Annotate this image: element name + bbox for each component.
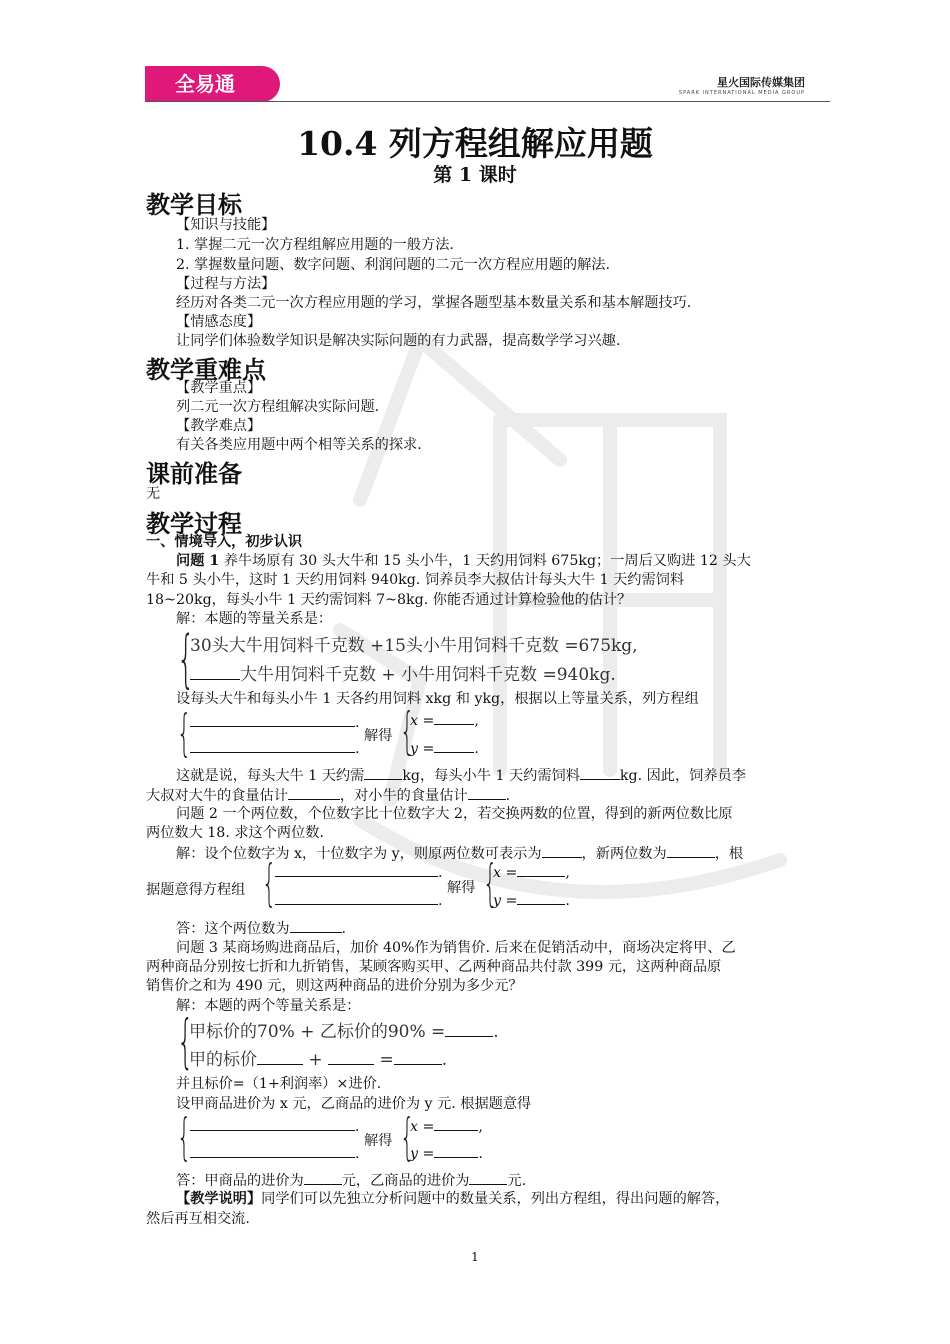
problem-1-label: 问题 1 [176, 553, 220, 569]
step-1-title: 一、情境导入，初步认识 [146, 534, 303, 550]
answer-blank[interactable] [517, 890, 565, 905]
answer-blank[interactable] [517, 862, 565, 877]
problem-3-line-1: 问题 3 某商场购进商品后，加价 40%作为销售价. 后来在促销活动中，商场决定将甲、乙 [176, 940, 736, 956]
problem-1-setup: 设每头大牛和每头小牛 1 天各约用饲料 xkg 和 ykg，根据以上等量关系，列方程组 [176, 691, 699, 707]
label-key: 【教学重点】 [176, 380, 262, 396]
problem-3-relation-note: 并且标价=（1+利润率）×进价. [176, 1076, 382, 1092]
answer-blank[interactable] [667, 843, 715, 858]
answer-blank[interactable] [257, 1050, 303, 1065]
problem-2-answer: 答：这个两位数为 . [176, 918, 346, 939]
problem-2-system-intro: 据题意得方程组 [146, 882, 246, 898]
system-3-eq-1: . [190, 1116, 360, 1137]
equation-brace: { [177, 1007, 194, 1075]
problem-1-line-1: 问题 1 养牛场原有 30 头大牛和 15 头小牛，1 天约用饲料 675kg；一周后又购进 12 头大 [176, 553, 751, 569]
answer-blank[interactable] [445, 1022, 493, 1037]
system-1-eq-2: . [190, 738, 360, 759]
problem-1-line-2: 牛和 5 头小牛，这时 1 天约用饲料 940kg. 饲养员李大叔估计每头大牛 1 天约需饲料 [146, 572, 685, 588]
problem-3-solution-intro: 解：本题的两个等量关系是： [176, 998, 361, 1014]
answer-blank[interactable] [288, 785, 340, 800]
problem-1-conclusion-2: 大叔对大牛的食量估计 ，对小牛的食量估计 . [146, 785, 510, 806]
difficulty-text: 有关各类应用题中两个相等关系的探求. [176, 437, 422, 453]
teaching-note-label: 【教学说明】 [176, 1191, 262, 1207]
goal-item-2: 2. 掌握数量问题、数字问题、利润问题的二元一次方程应用题的解法. [176, 257, 610, 273]
label-difficulty: 【教学难点】 [176, 418, 262, 434]
answer-blank[interactable] [364, 765, 402, 780]
answer-blank[interactable] [469, 1170, 507, 1185]
problem-1-relation-2: 大牛用饲料千克数 + 小牛用饲料千克数 =940kg. [190, 660, 616, 685]
problem-1-relation-1: 30头大牛用饲料千克数 +15头小牛用饲料千克数 =675kg, [190, 636, 638, 656]
equation-brace: { [400, 702, 415, 760]
problem-3-line-2: 两种商品分别按七折和九折销售，某顾客购买甲、乙两种商品共付款 399 元，这两种商品原 [146, 959, 722, 975]
problem-3-relation-2: 甲的标价 + = . [189, 1050, 448, 1070]
answer-blank[interactable] [275, 862, 438, 877]
answer-blank[interactable] [434, 1143, 478, 1158]
answer-blank[interactable] [580, 765, 620, 780]
answer-blank[interactable] [434, 738, 474, 753]
page-title: 10.4 列方程组解应用题 [297, 124, 653, 163]
problem-2-line-2: 两位数大 18. 求这个两位数. [146, 825, 324, 841]
system-3-eq-2: . [190, 1143, 360, 1164]
solve-label: 解得 [364, 1133, 393, 1149]
header-divider [145, 101, 830, 102]
heading-goals: 教学目标 [146, 191, 242, 219]
problem-3-answer: 答：甲商品的进价为 元，乙商品的进价为 元. [176, 1170, 526, 1191]
system-2-eq-2: . [275, 890, 443, 911]
answer-blank[interactable] [434, 710, 474, 725]
answer-blank[interactable] [434, 1116, 478, 1131]
page-number: 1 [471, 1250, 479, 1264]
solve-label: 解得 [447, 880, 476, 896]
method-text: 经历对各类二元一次方程应用题的学习，掌握各题型基本数量关系和基本解题技巧. [176, 295, 692, 311]
publisher-name: 星火国际传媒集团 [717, 76, 805, 89]
problem-3-line-3: 销售价之和为 490 元，则这两种商品的进价分别为多少元？ [146, 978, 523, 994]
problem-2-line-1: 问题 2 一个两位数，个位数字比十位数字大 2，若交换两数的位置，得到的新两位数比原 [176, 806, 733, 822]
page-subtitle: 第 1 课时 [433, 164, 517, 186]
solution-y: y = . [410, 738, 479, 759]
answer-blank[interactable] [304, 1170, 342, 1185]
system-2-eq-1: . [275, 862, 443, 883]
solution-x: x = , [410, 1116, 483, 1137]
equation-brace: { [177, 1108, 192, 1166]
prep-text: 无 [146, 486, 161, 502]
heading-process: 教学过程 [146, 510, 242, 538]
answer-blank[interactable] [190, 665, 240, 680]
solution-y: y = . [410, 1143, 483, 1164]
problem-1-solution-intro: 解：本题的等量关系是： [176, 611, 333, 627]
problem-2-solution: 解：设个位数字为 x，十位数字为 y，则原两位数可表示为 ，新两位数为 ，根 [176, 843, 743, 864]
publisher-logo [679, 74, 805, 96]
label-attitude: 【情感态度】 [176, 314, 262, 330]
problem-1-conclusion-1: 这就是说，每头大牛 1 天约需 kg，每头小牛 1 天约需饲料 kg. 因此，饲养员李 [176, 765, 746, 786]
answer-blank[interactable] [190, 1143, 355, 1158]
key-text: 列二元一次方程组解决实际问题. [176, 399, 380, 415]
equation-brace: { [483, 854, 498, 912]
solution-y: y = . [493, 890, 570, 911]
solution-x: x = , [410, 710, 479, 731]
equation-brace: { [262, 854, 277, 912]
answer-blank[interactable] [468, 785, 506, 800]
label-method: 【过程与方法】 [176, 276, 276, 292]
answer-blank[interactable] [190, 1116, 355, 1131]
equation-brace: { [177, 704, 192, 762]
answer-blank[interactable] [275, 890, 438, 905]
brand-logo: 全易通 [145, 66, 280, 102]
goal-item-1: 1. 掌握二元一次方程组解应用题的一般方法. [176, 237, 454, 253]
equation-brace: { [177, 622, 195, 695]
solve-label: 解得 [364, 728, 393, 744]
problem-3-setup: 设甲商品进价为 x 元，乙商品的进价为 y 元. 根据题意得 [176, 1096, 532, 1112]
answer-blank[interactable] [394, 1050, 442, 1065]
heading-prep: 课前准备 [146, 460, 242, 488]
teaching-note-line-1: 【教学说明】同学们可以先独立分析问题中的数量关系，列出方程组，得出问题的解答， [176, 1191, 730, 1207]
answer-blank[interactable] [328, 1050, 374, 1065]
answer-blank[interactable] [190, 738, 355, 753]
problem-1-line-3: 18~20kg，每头小牛 1 天约需饲料 7~8kg. 你能否通过计算检验他的估计？ [146, 592, 632, 608]
solution-x: x = , [493, 862, 570, 883]
answer-blank[interactable] [542, 843, 582, 858]
label-knowledge: 【知识与技能】 [176, 217, 276, 233]
publisher-name-en: SPARK INTERNATIONAL MEDIA GROUP [678, 90, 805, 96]
equation-brace: { [400, 1108, 415, 1166]
system-1-eq-1: . [190, 712, 360, 733]
heading-keypoints: 教学重难点 [146, 356, 266, 384]
teaching-note-line-2: 然后再互相交流. [146, 1211, 250, 1227]
problem-3-relation-1: 甲标价的70% + 乙标价的90% = . [189, 1022, 499, 1042]
attitude-text: 让同学们体验数学知识是解决实际问题的有力武器，提高数学学习兴趣. [176, 333, 621, 349]
answer-blank[interactable] [190, 712, 355, 727]
answer-blank[interactable] [290, 918, 342, 933]
